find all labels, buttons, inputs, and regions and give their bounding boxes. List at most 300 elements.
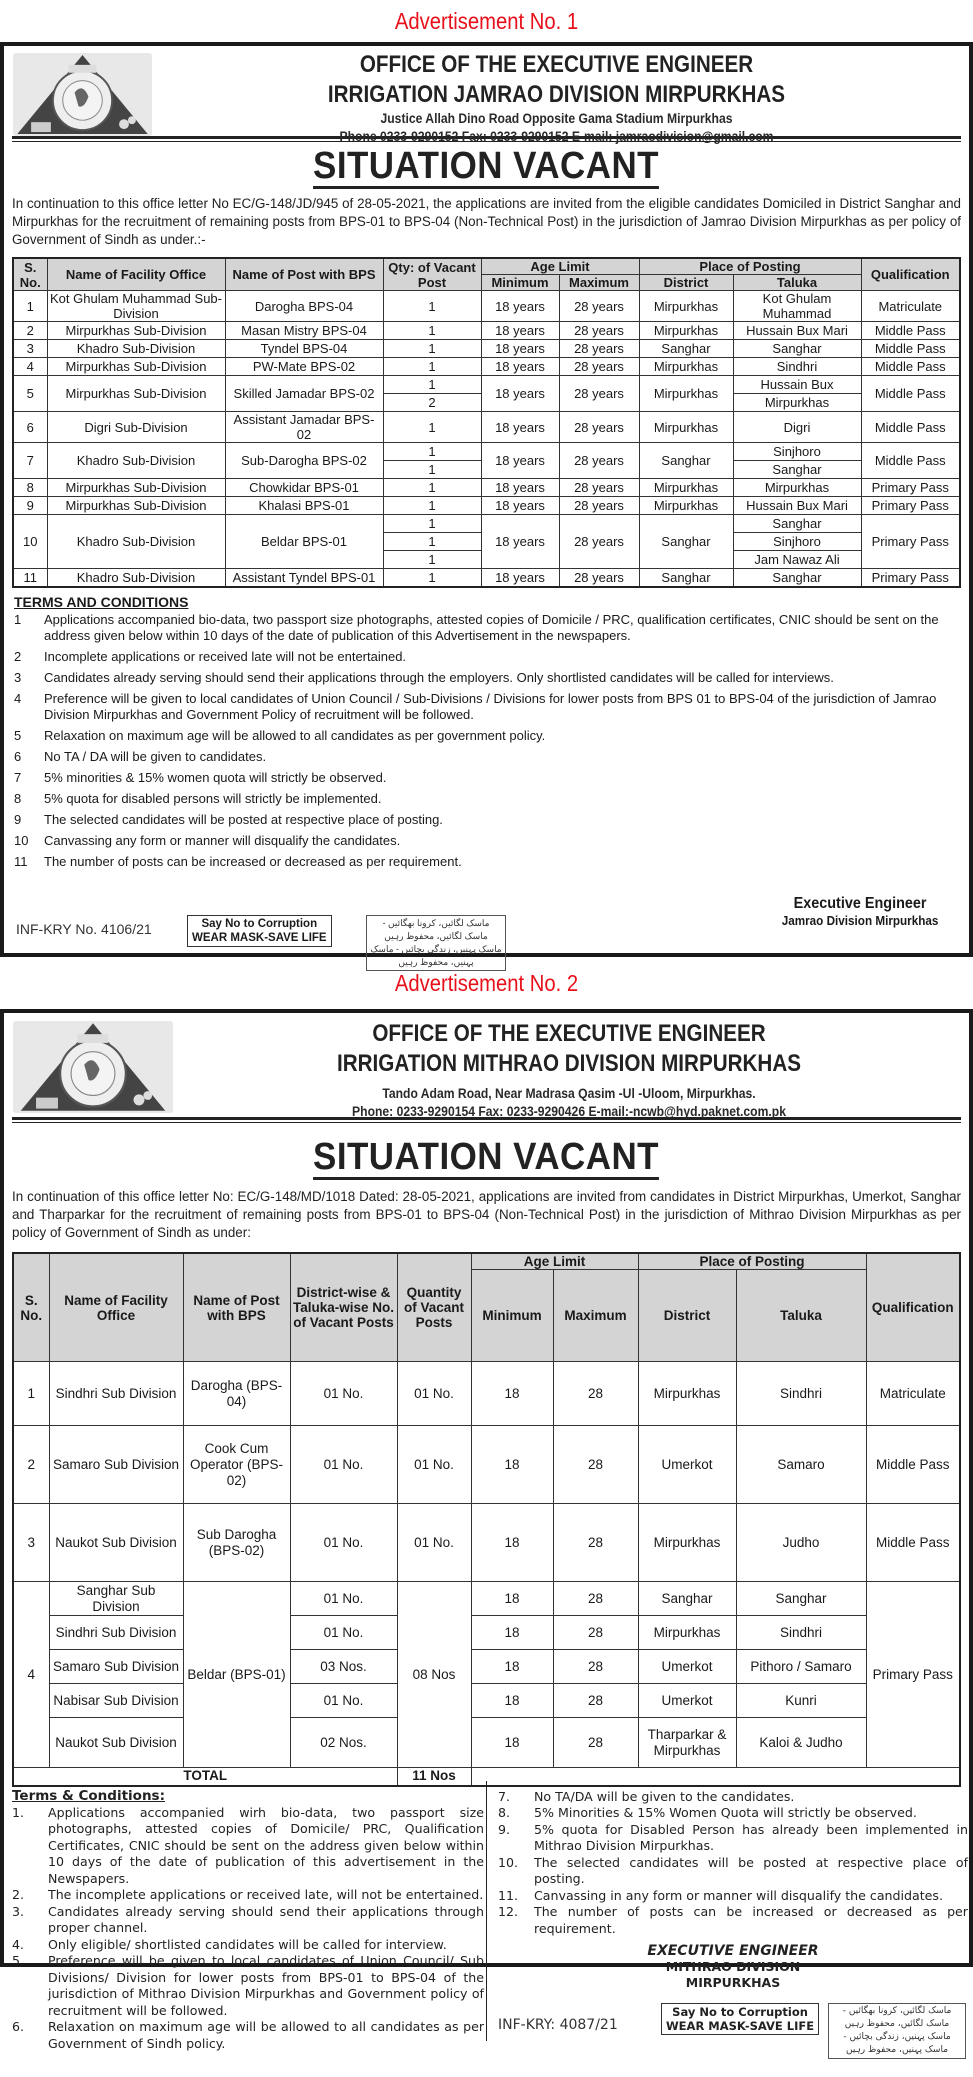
corruption-line2: WEAR MASK-SAVE LIFE bbox=[666, 2019, 815, 2033]
ad1-header-text bbox=[154, 50, 959, 146]
term-text: Preference will be given to local candidates of Union Council/ Sub Divisions/ Division for lower posts from BPS-01 to BPS-04 of the jurisdiction of Mithrao Division Mirpurkhas and Government policy of recruitment will be followed. bbox=[48, 1953, 484, 2018]
cell-max-age: 28 years bbox=[559, 291, 639, 322]
table-row bbox=[13, 1504, 960, 1582]
cell-distwise: 01 No. bbox=[290, 1426, 397, 1504]
terms-column-divider bbox=[486, 1781, 487, 2041]
term-number: 12. bbox=[498, 1904, 519, 1919]
ad1-intro-paragraph: In continuation to this office letter No EC/G-148/JD/945 of 28-05-2021, the applications are invited from the eligible candidates Domiciled in District Sanghar and Mirpurkhas for the recruitment of remaining posts from BPS-01 to BPS-04 (Non-Technical Post) in the jurisdiction of Jamrao Division Mirpurkhas as per policy of Government of Sindh as under.:- bbox=[12, 196, 961, 247]
ad1-table-body bbox=[13, 291, 960, 587]
cell-max-age: 28 years bbox=[559, 443, 639, 479]
cell-qualification: Middle Pass bbox=[861, 340, 960, 358]
col-sno: S. No. bbox=[13, 1253, 49, 1362]
cell-max-age: 28 bbox=[553, 1426, 638, 1504]
cell-max-age: 28 years bbox=[559, 376, 639, 412]
cell-district: Mirpurkhas bbox=[639, 497, 733, 515]
cell-distwise: 01 No. bbox=[290, 1504, 397, 1582]
cell-district: Mirpurkhas bbox=[639, 479, 733, 497]
cell-qualification: Middle Pass bbox=[861, 376, 960, 412]
cell-taluka: Sinjhoro bbox=[733, 533, 861, 551]
col-post: Name of Post with BPS bbox=[183, 1253, 290, 1362]
situation-vacant-heading bbox=[4, 146, 969, 189]
say-no-to-corruption-badge bbox=[187, 915, 332, 947]
table-row bbox=[13, 497, 960, 515]
cell-min-age: 18 years bbox=[481, 569, 559, 587]
term-text: The selected candidates will be posted at respective place of posting. bbox=[534, 1854, 968, 1886]
cell-post: Sub Darogha (BPS-02) bbox=[183, 1504, 290, 1582]
situation-vacant-heading bbox=[4, 1137, 969, 1180]
ad2-footer bbox=[498, 2003, 968, 2055]
table-row bbox=[13, 1362, 960, 1426]
term-item bbox=[14, 649, 961, 665]
cell-qualification: Matriculate bbox=[861, 291, 960, 322]
col-qty: Quantity of Vacant Posts bbox=[397, 1253, 471, 1362]
table-row bbox=[13, 1684, 960, 1718]
term-item bbox=[498, 1805, 968, 1822]
term-number: 7 bbox=[14, 769, 22, 785]
cell-qty: 2 bbox=[383, 394, 481, 412]
cell-sno: 11 bbox=[13, 569, 47, 587]
cell-post: Chowkidar BPS-01 bbox=[225, 479, 383, 497]
cell-taluka: Sanghar bbox=[736, 1582, 866, 1616]
cell-min-age: 18 bbox=[471, 1650, 553, 1684]
term-number: 10 bbox=[14, 832, 29, 848]
ad2-signatory bbox=[498, 1943, 968, 1991]
cell-qty: 01 No. bbox=[397, 1362, 471, 1426]
cell-facility: Samaro Sub Division bbox=[49, 1650, 183, 1684]
col-facility: Name of Facility Office bbox=[47, 258, 225, 291]
term-item bbox=[12, 1887, 484, 1904]
col-sno: S. No. bbox=[13, 258, 47, 291]
cell-post: Assistant Tyndel BPS-01 bbox=[225, 569, 383, 587]
term-text: Relaxation on maximum age will be allowed to all candidates as per government policy. bbox=[44, 727, 546, 743]
cell-qty: 1 bbox=[383, 340, 481, 358]
ad1-terms-list bbox=[4, 612, 969, 870]
cell-sno: 1 bbox=[13, 291, 47, 322]
term-text: Relaxation on maximum age will be allowed to all candidates as per Government of Sindh policy. bbox=[48, 2019, 484, 2051]
col-max: Maximum bbox=[559, 275, 639, 291]
col-distwise: District-wise & Taluka-wise No. of Vacant Posts bbox=[290, 1253, 397, 1362]
col-age-limit: Age Limit bbox=[481, 258, 639, 275]
table-row bbox=[13, 291, 960, 322]
cell-taluka: Sanghar bbox=[733, 461, 861, 479]
cell-district: Tharparkar & Mirpurkhas bbox=[638, 1718, 736, 1768]
cell-qualification: Primary Pass bbox=[861, 569, 960, 587]
term-text: Applications accompanied bio-data, two passport size photographs, attested copies of Domicile / PRC, qualification certificates, CNIC should be sent on the address given below within 10 days of the date of publication of this Advertisement in the newspapers. bbox=[44, 611, 939, 643]
ad2-header bbox=[4, 1013, 969, 1119]
cell-qty: 1 bbox=[383, 322, 481, 340]
cell-min-age: 18 years bbox=[481, 412, 559, 443]
cell-facility: Mirpurkhas Sub-Division bbox=[47, 376, 225, 412]
ad1-header bbox=[4, 46, 969, 144]
term-number: 8. bbox=[498, 1805, 511, 1820]
cell-qty: 1 bbox=[383, 533, 481, 551]
term-item bbox=[12, 1937, 484, 1954]
table-row bbox=[13, 376, 960, 394]
cell-distwise: 01 No. bbox=[290, 1582, 397, 1616]
term-item bbox=[498, 1822, 968, 1855]
cell-facility: Nabisar Sub Division bbox=[49, 1684, 183, 1718]
term-text: Preference will be given to local candidates of Union Council / Sub-Divisions / Divisions for lower posts from BPS 01 to BPS-04 of the jurisdiction of Jamrao Division Mirpurkhas and Government Policy of recruitment will be followed. bbox=[44, 690, 937, 722]
cell-min-age: 18 years bbox=[481, 322, 559, 340]
cell-district: Sanghar bbox=[639, 443, 733, 479]
cell-sno: 3 bbox=[13, 1504, 49, 1582]
cell-taluka: Sanghar bbox=[733, 340, 861, 358]
cell-taluka: Mirpurkhas bbox=[733, 394, 861, 412]
urdu-line2: ماسک پہنیں، زندگی بچائیں - ماسک پہنیں، محفوظ رہیں bbox=[843, 2032, 951, 2055]
cell-taluka: Samaro bbox=[736, 1426, 866, 1504]
cell-sno: 10 bbox=[13, 515, 47, 569]
term-text: 5% quota for disabled persons will strictly be implemented. bbox=[44, 790, 382, 806]
cell-facility: Kot Ghulam Muhammad Sub-Division bbox=[47, 291, 225, 322]
cell-district: Sanghar bbox=[639, 569, 733, 587]
term-text: 5% Minorities & 15% Women Quota will strictly be observed. bbox=[534, 1805, 917, 1820]
table-row bbox=[13, 479, 960, 497]
term-item bbox=[498, 1855, 968, 1888]
cell-facility: Mirpurkhas Sub-Division bbox=[47, 358, 225, 376]
cell-max-age: 28 years bbox=[559, 497, 639, 515]
cell-min-age: 18 years bbox=[481, 358, 559, 376]
table-row bbox=[13, 1582, 960, 1616]
term-item bbox=[14, 612, 961, 644]
ad1-vacancy-table bbox=[12, 257, 961, 588]
cell-facility: Mirpurkhas Sub-Division bbox=[47, 497, 225, 515]
cell-max-age: 28 years bbox=[559, 412, 639, 443]
cell-min-age: 18 years bbox=[481, 443, 559, 479]
office-title: OFFICE OF THE EXECUTIVE ENGINEER bbox=[372, 1020, 766, 1047]
term-number: 1. bbox=[12, 1804, 25, 1820]
table-row bbox=[13, 358, 960, 376]
cell-qualification: Middle Pass bbox=[866, 1504, 960, 1582]
total-empty bbox=[471, 1768, 960, 1786]
cell-max-age: 28 years bbox=[559, 479, 639, 497]
cell-qty: 1 bbox=[383, 497, 481, 515]
cell-district: Mirpurkhas bbox=[639, 412, 733, 443]
term-text: The number of posts can be increased or decreased as per requirement. bbox=[44, 853, 462, 869]
term-item bbox=[14, 670, 961, 686]
cell-district: Umerkot bbox=[638, 1684, 736, 1718]
ad2-table-body bbox=[13, 1362, 960, 1786]
col-district: District bbox=[638, 1270, 736, 1362]
term-item bbox=[14, 833, 961, 849]
cell-qualification: Middle Pass bbox=[866, 1426, 960, 1504]
ad2-vacancy-table bbox=[12, 1252, 961, 1787]
cell-facility: Naukot Sub Division bbox=[49, 1718, 183, 1768]
cell-district: Sanghar bbox=[639, 340, 733, 358]
table-row bbox=[13, 443, 960, 461]
term-item bbox=[12, 1904, 484, 1937]
term-text: The number of posts can be increased or decreased as per requirement. bbox=[534, 1904, 968, 1936]
cell-facility: Khadro Sub-Division bbox=[47, 443, 225, 479]
term-number: 7. bbox=[498, 1788, 511, 1804]
ad2-header-text bbox=[179, 1019, 959, 1121]
term-number: 6. bbox=[12, 2019, 25, 2034]
table-row bbox=[13, 1718, 960, 1768]
cell-facility: Naukot Sub Division bbox=[49, 1504, 183, 1582]
cell-qty: 1 bbox=[383, 479, 481, 497]
term-number: 1 bbox=[14, 611, 22, 627]
cell-post: Tyndel BPS-04 bbox=[225, 340, 383, 358]
term-text: The incomplete applications or received late, will not be entertained. bbox=[48, 1887, 484, 1902]
signatory-line3: MIRPURKHAS bbox=[685, 1975, 781, 1990]
cell-max-age: 28 bbox=[553, 1582, 638, 1616]
term-number: 6 bbox=[14, 748, 22, 764]
cell-qty: 1 bbox=[383, 358, 481, 376]
cell-distwise: 03 Nos. bbox=[290, 1650, 397, 1684]
cell-district: Mirpurkhas bbox=[638, 1504, 736, 1582]
cell-facility: Mirpurkhas Sub-Division bbox=[47, 322, 225, 340]
cell-qualification: Middle Pass bbox=[861, 358, 960, 376]
cell-sno: 8 bbox=[13, 479, 47, 497]
cell-distwise: 02 Nos. bbox=[290, 1718, 397, 1768]
cell-post: Khalasi BPS-01 bbox=[225, 497, 383, 515]
cell-facility: Samaro Sub Division bbox=[49, 1426, 183, 1504]
corruption-line1: Say No to Corruption bbox=[201, 918, 318, 930]
cell-taluka: Hussain Bux Mari bbox=[733, 322, 861, 340]
term-number: 4. bbox=[12, 1936, 25, 1952]
term-item bbox=[12, 1805, 484, 1888]
corruption-line2: WEAR MASK-SAVE LIFE bbox=[192, 932, 327, 944]
corruption-line1: Say No to Corruption bbox=[672, 2005, 808, 2019]
cell-taluka: Sinjhoro bbox=[733, 443, 861, 461]
col-post: Name of Post with BPS bbox=[225, 258, 383, 291]
term-number: 9 bbox=[14, 811, 22, 827]
cell-qualification: Primary Pass bbox=[861, 515, 960, 569]
term-text: Candidates already serving should send their applications through the employers. Only shortlisted candidates will be called for interviews. bbox=[44, 669, 834, 685]
cell-max-age: 28 years bbox=[559, 358, 639, 376]
cell-max-age: 28 bbox=[553, 1362, 638, 1426]
term-item bbox=[12, 2019, 484, 2052]
signatory-line2: MITHRAO DIVISION bbox=[665, 1959, 801, 1974]
table-row bbox=[13, 322, 960, 340]
term-number: 4 bbox=[14, 690, 22, 706]
term-item bbox=[14, 728, 961, 744]
cell-taluka: Judho bbox=[736, 1504, 866, 1582]
ad1-terms-title: TERMS AND CONDITIONS bbox=[14, 593, 189, 610]
table-row bbox=[13, 1426, 960, 1504]
term-text: No TA / DA will be given to candidates. bbox=[44, 748, 267, 764]
cell-facility: Khadro Sub-Division bbox=[47, 340, 225, 358]
cell-district: Sanghar bbox=[638, 1582, 736, 1616]
cell-post: PW-Mate BPS-02 bbox=[225, 358, 383, 376]
situation-vacant-title: SITUATION VACANT bbox=[313, 145, 660, 187]
cell-max-age: 28 years bbox=[559, 322, 639, 340]
advertisement-2-label: Advertisement No. 2 bbox=[394, 970, 579, 996]
division-title: IRRIGATION MITHRAO DIVISION MIRPURKHAS bbox=[336, 1050, 802, 1077]
cell-district: Mirpurkhas bbox=[639, 291, 733, 322]
term-item bbox=[498, 1904, 968, 1937]
cell-qualification: Middle Pass bbox=[861, 322, 960, 340]
cell-post: Beldar BPS-01 bbox=[225, 515, 383, 569]
cell-qty: 1 bbox=[383, 515, 481, 533]
cell-post: Darogha BPS-04 bbox=[225, 291, 383, 322]
cell-max-age: 28 years bbox=[559, 340, 639, 358]
term-text: The selected candidates will be posted at respective place of posting. bbox=[44, 811, 443, 827]
cell-post: Cook Cum Operator (BPS-02) bbox=[183, 1426, 290, 1504]
cell-min-age: 18 bbox=[471, 1616, 553, 1650]
cell-district: Mirpurkhas bbox=[639, 358, 733, 376]
term-item bbox=[12, 1953, 484, 2019]
cell-min-age: 18 years bbox=[481, 376, 559, 412]
cell-post: Darogha (BPS-04) bbox=[183, 1362, 290, 1426]
term-number: 10. bbox=[498, 1854, 519, 1870]
cell-district: Umerkot bbox=[638, 1426, 736, 1504]
cell-sno: 9 bbox=[13, 497, 47, 515]
cell-qualification: Middle Pass bbox=[861, 412, 960, 443]
cell-qty: 1 bbox=[383, 412, 481, 443]
cell-district: Umerkot bbox=[638, 1650, 736, 1684]
cell-min-age: 18 bbox=[471, 1582, 553, 1616]
cell-min-age: 18 years bbox=[481, 291, 559, 322]
signatory-title: EXECUTIVE ENGINEER bbox=[647, 1943, 819, 1959]
cell-qualification: Middle Pass bbox=[861, 443, 960, 479]
cell-qty: 08 Nos bbox=[397, 1582, 471, 1768]
cell-qty: 1 bbox=[383, 461, 481, 479]
cell-post: Skilled Jamadar BPS-02 bbox=[225, 376, 383, 412]
cell-facility: Khadro Sub-Division bbox=[47, 569, 225, 587]
office-title: OFFICE OF THE EXECUTIVE ENGINEER bbox=[359, 51, 754, 78]
ad1-signatory bbox=[773, 895, 947, 928]
cell-min-age: 18 years bbox=[481, 515, 559, 569]
term-number: 11. bbox=[498, 1887, 519, 1903]
canal-area-water-board-logo-icon bbox=[13, 53, 152, 136]
cell-taluka: Kaloi & Judho bbox=[736, 1718, 866, 1768]
cell-district: Mirpurkhas bbox=[639, 376, 733, 412]
cell-max-age: 28 years bbox=[559, 515, 639, 569]
ad2-terms bbox=[12, 1787, 968, 2077]
term-item bbox=[14, 854, 961, 870]
cell-max-age: 28 years bbox=[559, 569, 639, 587]
cell-qty: 01 No. bbox=[397, 1426, 471, 1504]
cell-district: Mirpurkhas bbox=[638, 1362, 736, 1426]
col-min: Minimum bbox=[481, 275, 559, 291]
office-address: Justice Allah Dino Road Opposite Gama Stadium Mirpurkhas bbox=[380, 111, 733, 126]
cell-sno: 2 bbox=[13, 1426, 49, 1504]
cell-sno: 2 bbox=[13, 322, 47, 340]
term-text: 5% minorities & 15% women quota will strictly be observed. bbox=[44, 769, 387, 785]
table-row bbox=[13, 1616, 960, 1650]
cell-qty: 1 bbox=[383, 551, 481, 569]
ad2-intro-paragraph: In continuation of this office letter No: EC/G-148/MD/1018 Dated: 28-05-2021, applications are invited from candidates in District Mirpurkhas, Umerkot, Sanghar and Tharparkar for the recruitment of remaining posts from BPS-01 to BPS-04 (Non-Technical Post) in the jurisdiction of Mithrao Division Mirpurkhas as per policy of Government of Sindh as under: bbox=[12, 1189, 961, 1240]
cell-min-age: 18 years bbox=[481, 340, 559, 358]
cell-qualification: Primary Pass bbox=[861, 497, 960, 515]
cell-facility: Khadro Sub-Division bbox=[47, 515, 225, 569]
cell-facility: Sindhri Sub Division bbox=[49, 1616, 183, 1650]
cell-taluka: Mirpurkhas bbox=[733, 479, 861, 497]
cell-sno: 1 bbox=[13, 1362, 49, 1426]
col-taluka: Taluka bbox=[736, 1270, 866, 1362]
say-no-to-corruption-badge bbox=[661, 2003, 819, 2035]
advertisement-2 bbox=[0, 1009, 973, 2055]
term-text: 5% quota for Disabled Person has already been implemented in Mithrao Division Mirpurkhas. bbox=[534, 1821, 968, 1853]
term-item bbox=[14, 812, 961, 828]
ad2-terms-title: Terms & Conditions: bbox=[12, 1787, 165, 1804]
cell-taluka: Jam Nawaz Ali bbox=[733, 551, 861, 569]
cell-qty: 1 bbox=[383, 291, 481, 322]
col-place-of-posting: Place of Posting bbox=[638, 1253, 866, 1270]
term-number: 3. bbox=[12, 1903, 25, 1919]
term-text: Only eligible/ shortlisted candidates will be called for interview. bbox=[48, 1936, 447, 1952]
cell-min-age: 18 bbox=[471, 1426, 553, 1504]
term-number: 2 bbox=[14, 648, 22, 664]
cell-taluka: Kot Ghulam Muhammad bbox=[733, 291, 861, 322]
cell-sno: 6 bbox=[13, 412, 47, 443]
term-number: 5. bbox=[12, 1953, 25, 1968]
cell-taluka: Pithoro / Samaro bbox=[736, 1650, 866, 1684]
cell-min-age: 18 years bbox=[481, 497, 559, 515]
cell-taluka: Sindhri bbox=[736, 1362, 866, 1426]
cell-facility: Mirpurkhas Sub-Division bbox=[47, 479, 225, 497]
cell-facility: Sanghar Sub Division bbox=[49, 1582, 183, 1616]
cell-sno: 7 bbox=[13, 443, 47, 479]
term-number: 9. bbox=[498, 1821, 511, 1837]
signatory-title: Executive Engineer bbox=[793, 895, 927, 912]
cell-post: Masan Mistry BPS-04 bbox=[225, 322, 383, 340]
cell-taluka: Sindhri bbox=[736, 1616, 866, 1650]
col-age-limit: Age Limit bbox=[471, 1253, 638, 1270]
table-row bbox=[13, 515, 960, 533]
table-row bbox=[13, 1650, 960, 1684]
cell-district: Sanghar bbox=[639, 515, 733, 569]
total-label: TOTAL bbox=[13, 1768, 397, 1786]
term-number: 3 bbox=[14, 669, 22, 685]
col-facility: Name of Facility Office bbox=[49, 1253, 183, 1362]
cell-post: Sub-Darogha BPS-02 bbox=[225, 443, 383, 479]
term-item bbox=[498, 1789, 968, 1806]
term-item bbox=[14, 691, 961, 723]
advertisement-1 bbox=[0, 42, 973, 967]
term-text: Applications accompanied wirh bio-data, two passport size photographs, attested copies of Domicile/ PRC, Qualification Certificates, CNIC should be sent on the address given below within 10 days of the date of publication of this advertisement in the Newspapers. bbox=[48, 1804, 484, 1886]
term-number: 5 bbox=[14, 727, 22, 743]
col-min: Minimum bbox=[471, 1270, 553, 1362]
urdu-line1: ماسک لگائیں، کرونا بھگائیں - ماسک لگائیں، محفوظ رہیں bbox=[382, 918, 490, 941]
cell-min-age: 18 bbox=[471, 1684, 553, 1718]
table-row bbox=[13, 412, 960, 443]
cell-qualification: Matriculate bbox=[866, 1362, 960, 1426]
term-item bbox=[14, 791, 961, 807]
cell-post: Assistant Jamadar BPS-02 bbox=[225, 412, 383, 443]
term-number: 2. bbox=[12, 1887, 25, 1902]
cell-min-age: 18 bbox=[471, 1362, 553, 1426]
cell-distwise: 01 No. bbox=[290, 1684, 397, 1718]
term-item bbox=[498, 1888, 968, 1905]
col-qualification: Qualification bbox=[866, 1253, 960, 1362]
cell-max-age: 28 bbox=[553, 1504, 638, 1582]
term-text: No TA/DA will be given to the candidates. bbox=[534, 1788, 795, 1804]
cell-district: Mirpurkhas bbox=[639, 322, 733, 340]
urdu-mask-message bbox=[828, 2003, 966, 2059]
division-title: IRRIGATION JAMRAO DIVISION MIRPURKHAS bbox=[327, 81, 786, 108]
col-max: Maximum bbox=[553, 1270, 638, 1362]
inf-number: INF-KRY No. 4106/21 bbox=[16, 921, 152, 937]
cell-facility: Digri Sub-Division bbox=[47, 412, 225, 443]
col-qty: Qty: of Vacant Post bbox=[383, 258, 481, 291]
advertisement-1-label: Advertisement No. 1 bbox=[394, 8, 579, 34]
cell-qty: 1 bbox=[383, 443, 481, 461]
cell-sno: 4 bbox=[13, 1582, 49, 1768]
cell-taluka: Digri bbox=[733, 412, 861, 443]
term-text: Candidates already serving should send their applications through proper channel. bbox=[48, 1903, 484, 1935]
canal-area-water-board-logo-icon bbox=[13, 1021, 173, 1113]
cell-qualification: Primary Pass bbox=[866, 1582, 960, 1768]
cell-sno: 3 bbox=[13, 340, 47, 358]
cell-sno: 5 bbox=[13, 376, 47, 412]
term-text: Incomplete applications or received late will not be entertained. bbox=[44, 648, 407, 664]
urdu-line2: ماسک پہنیں، زندگی بچائیں - ماسک پہنیں، محفوظ رہیں bbox=[370, 944, 502, 967]
inf-number: INF-KRY: 4087/21 bbox=[498, 2017, 618, 2033]
col-taluka: Taluka bbox=[733, 275, 861, 291]
cell-taluka: Sanghar bbox=[733, 515, 861, 533]
cell-max-age: 28 bbox=[553, 1718, 638, 1768]
